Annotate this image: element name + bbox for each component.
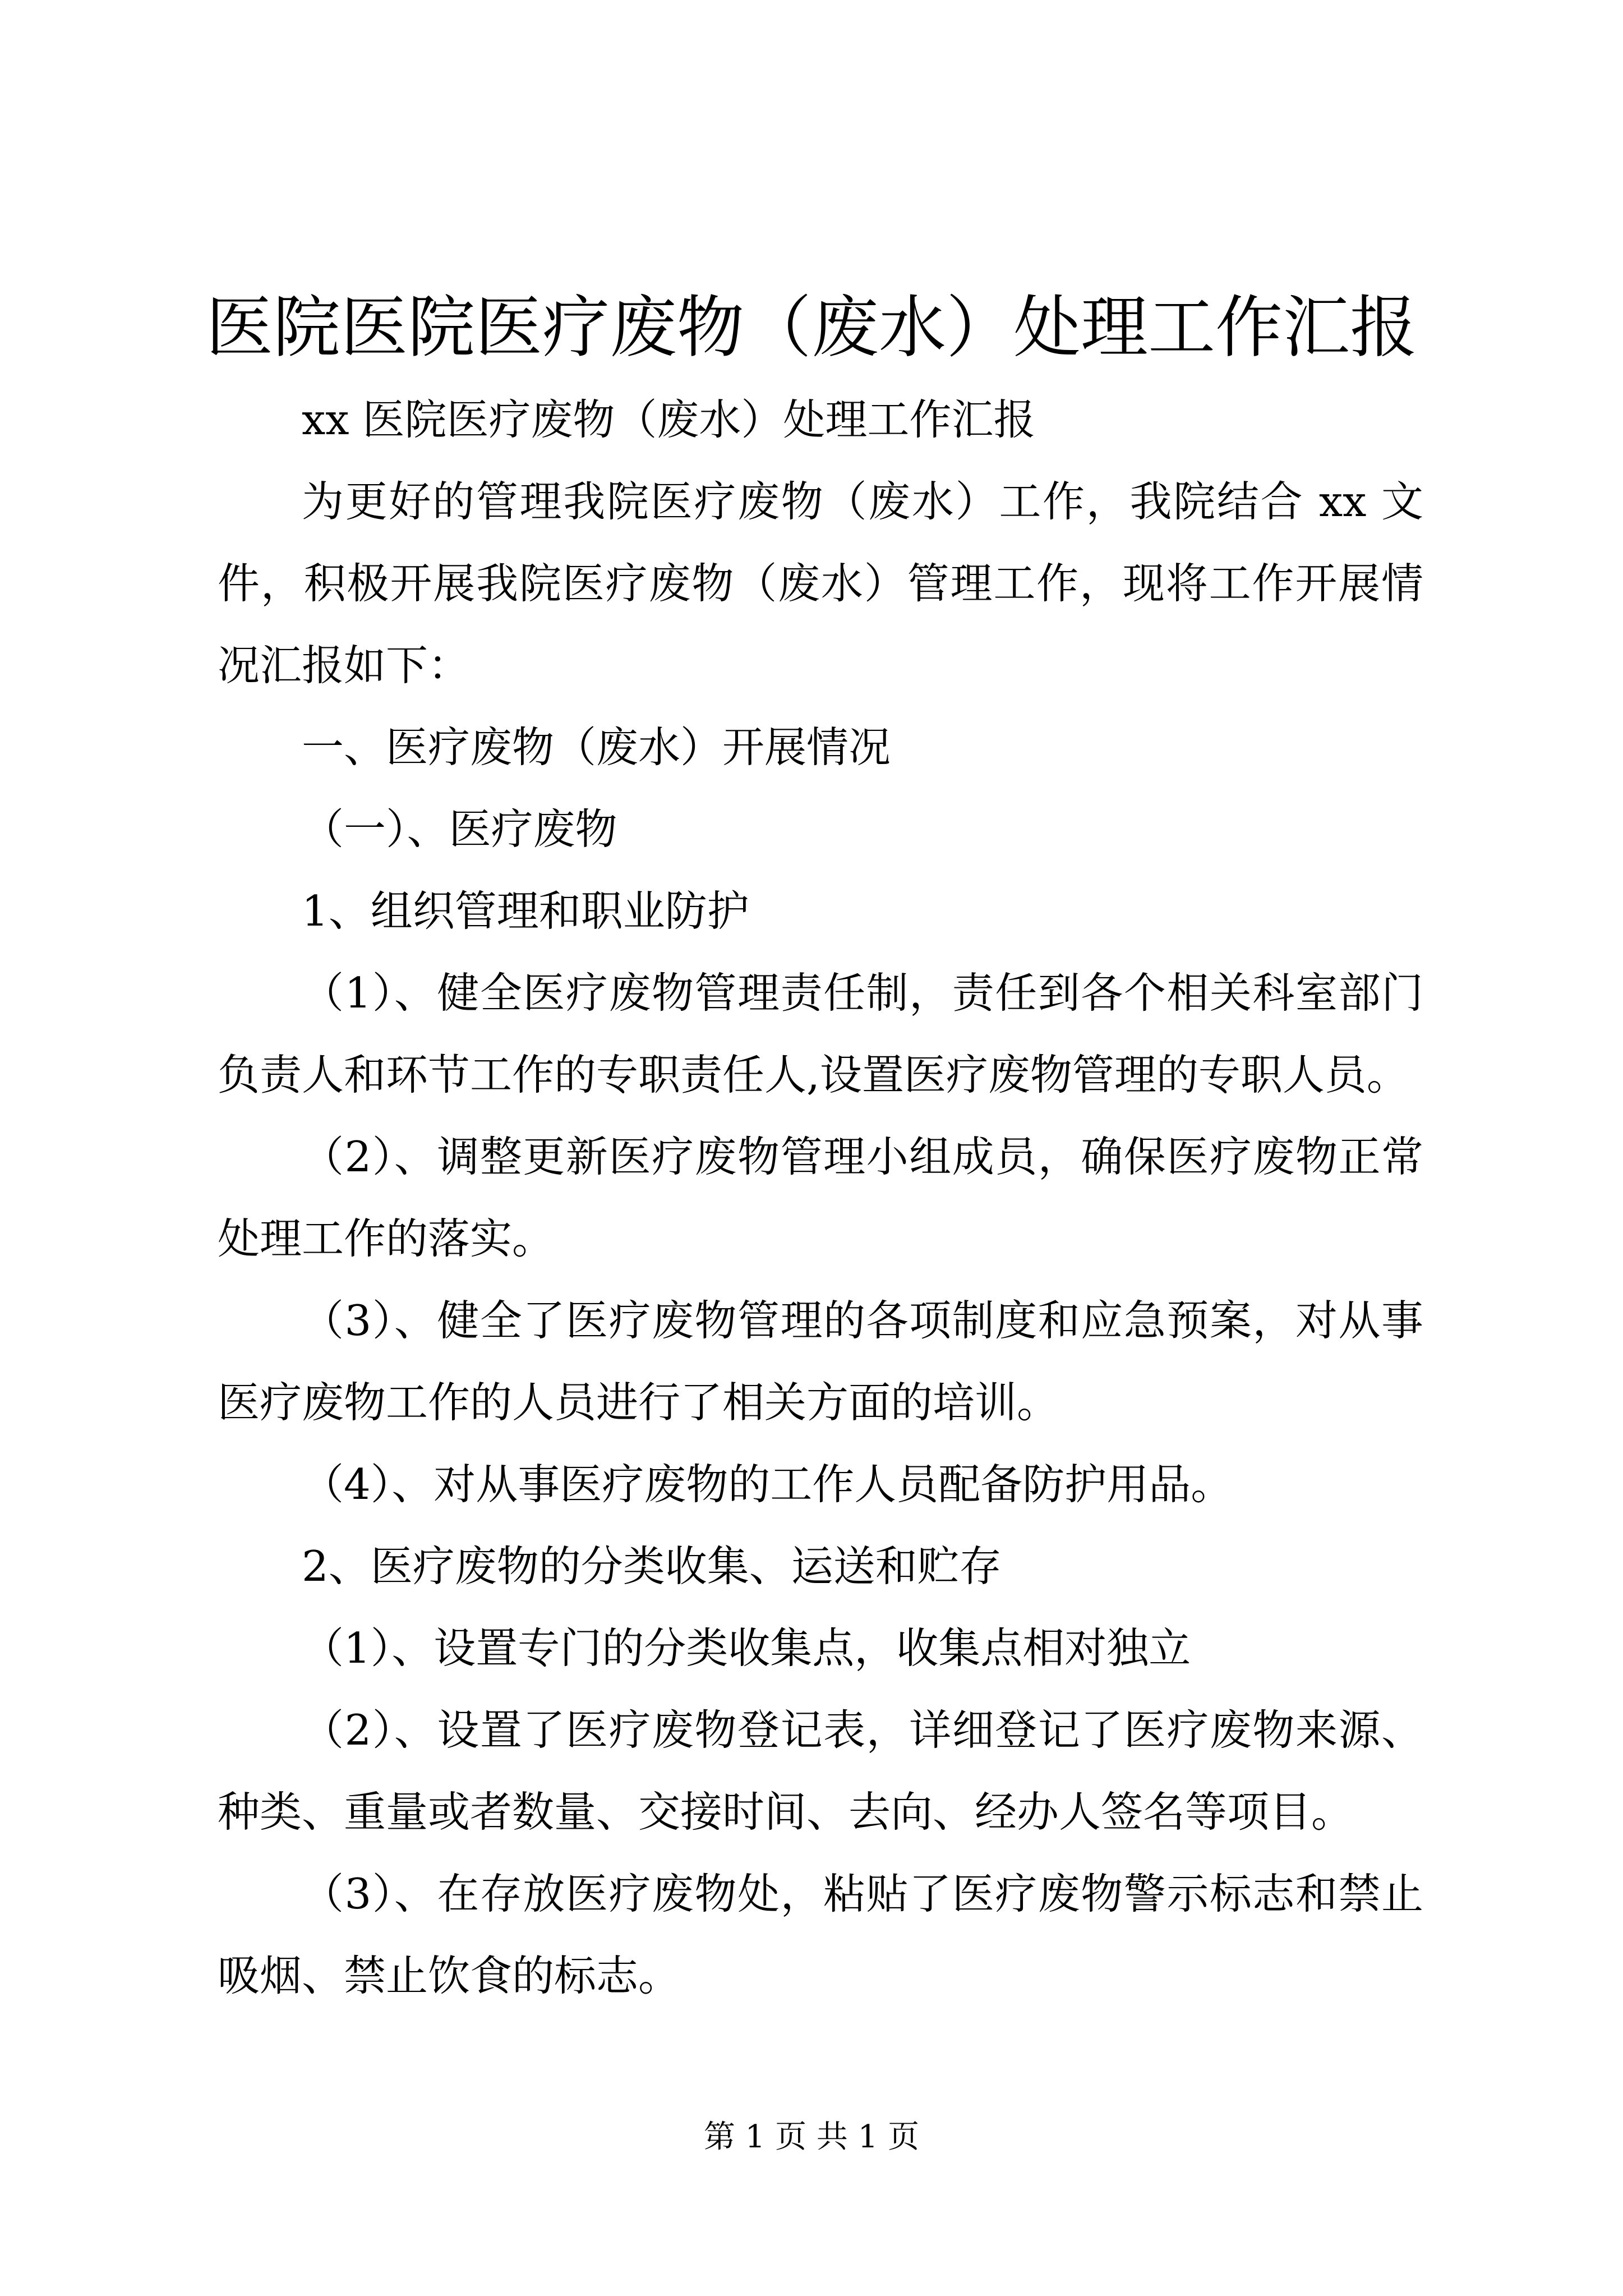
heading-item-2: 2、医疗废物的分类收集、运送和贮存 <box>302 1542 1002 1591</box>
paragraph-intro: 为更好的管理我院医疗废物（废水）工作，我院结合 xx 文件，积极开展我院医疗废物（废水）管理工作，现将工作开展情况汇报如下： <box>218 477 1423 690</box>
heading-section-1: 一、医疗废物（废水）开展情况 <box>302 723 891 772</box>
document-body <box>218 379 1423 2017</box>
paragraph-item-1-3: （3）、健全了医疗废物管理的各项制度和应急预案，对从事医疗废物工作的人员进行了相关方面的培训。 <box>218 1296 1423 1427</box>
paragraph-item-2-2: （2）、设置了医疗废物登记表，详细登记了医疗废物来源、种类、重量或者数量、交接时间、去向、经办人签名等项目。 <box>218 1705 1423 1837</box>
heading-subsection-1: （一）、医疗废物 <box>302 804 617 854</box>
paragraph-item-1-1: （1）、健全医疗废物管理责任制，责任到各个相关科室部门负责人和环节工作的专职责任人,设置医疗废物管理的专职人员。 <box>218 968 1423 1099</box>
paragraph-item-2-1: （1）、设置专门的分类收集点，收集点相对独立 <box>302 1623 1191 1673</box>
paragraph-subtitle: xx 医院医疗废物（废水）处理工作汇报 <box>302 395 1036 444</box>
paragraph-item-2-3: （3）、在存放医疗废物处，粘贴了医疗废物警示标志和禁止吸烟、禁止饮食的标志。 <box>218 1869 1423 2000</box>
paragraph-item-1-2: （2）、调整更新医疗废物管理小组成员，确保医疗废物正常处理工作的落实。 <box>218 1132 1423 1263</box>
page-footer: 第 1 页 共 1 页 <box>703 2119 920 2155</box>
heading-item-1: 1、组织管理和职业防护 <box>302 886 749 936</box>
page-title: 医院医院医疗废物（废水）处理工作汇报 <box>206 289 1417 367</box>
paragraph-item-1-4: （4）、对从事医疗废物的工作人员配备防护用品。 <box>302 1460 1233 1509</box>
